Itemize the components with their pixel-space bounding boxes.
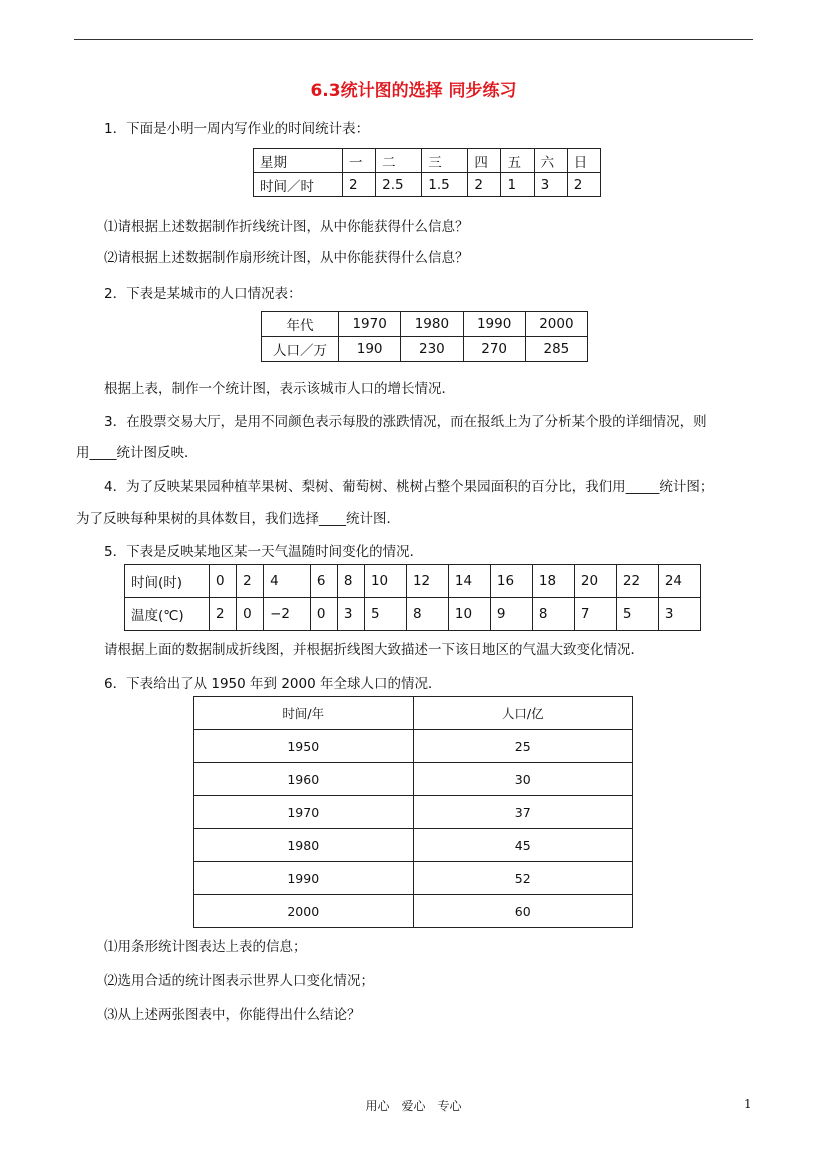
table-cell: 24: [658, 565, 700, 598]
table-row: [194, 697, 633, 730]
table-cell: 1990: [463, 312, 525, 337]
page-title: 6.3统计图的选择 同步练习: [310, 81, 517, 101]
table-cell: 20: [574, 565, 616, 598]
table-cell: 二: [376, 149, 422, 173]
q4-line1: 4．为了反映某果园种植苹果树、梨树、葡萄树、桃树占整个果园面积的百分比，我们用_____统计图；: [104, 479, 714, 495]
q1-intro: 1．下面是小明一周内写作业的时间统计表：: [104, 121, 370, 137]
table-cell: 一: [343, 149, 376, 173]
table-cell: 2000: [525, 312, 587, 337]
table-cell: 2: [210, 598, 237, 631]
table-cell: 日: [567, 149, 600, 173]
table-cell: 2: [237, 565, 264, 598]
table-cell: 37: [413, 796, 633, 829]
table-row: [125, 598, 701, 631]
table-row: [194, 730, 633, 763]
table-cell: 1980: [401, 312, 463, 337]
q5-table: [124, 564, 701, 631]
q1-sub2: ⑵请根据上述数据制作扇形统计图，从中你能获得什么信息？: [104, 250, 469, 266]
q5-note: 请根据上面的数据制成折线图，并根据折线图大致描述一下该日地区的气温大致变化情况．: [104, 642, 644, 658]
table-header-cell: 1950: [194, 730, 414, 763]
q6-sub1: ⑴用条形统计图表达上表的信息；: [104, 939, 307, 955]
table-cell: 6: [310, 565, 337, 598]
table-cell: 四: [468, 149, 501, 173]
table-cell: 人口/亿: [413, 697, 633, 730]
table-cell: 190: [339, 337, 401, 362]
table-header-cell: 时间／时: [254, 173, 343, 197]
table-header-cell: 时间/年: [194, 697, 414, 730]
table-cell: 0: [310, 598, 337, 631]
table-cell: 60: [413, 895, 633, 928]
table-row: [194, 895, 633, 928]
table-header-cell: 人口／万: [262, 337, 339, 362]
q1-table: [253, 148, 601, 197]
table-cell: 12: [406, 565, 448, 598]
header-rule: [74, 39, 753, 40]
table-cell: 16: [490, 565, 532, 598]
table-cell: 10: [364, 565, 406, 598]
table-cell: 3: [337, 598, 364, 631]
table-header-cell: 温度(℃): [125, 598, 210, 631]
q6-sub2: ⑵选用合适的统计图表示世界人口变化情况；: [104, 973, 374, 989]
table-cell: 六: [534, 149, 567, 173]
table-cell: 三: [422, 149, 468, 173]
table-header-cell: 时间(时): [125, 565, 210, 598]
q3-line1: 3．在股票交易大厅，是用不同颜色表示每股的涨跌情况，而在报纸上为了分析某个股的详细情况，则: [104, 414, 707, 430]
q5-intro: 5．下表是反映某地区某一天气温随时间变化的情况．: [104, 544, 424, 560]
table-cell: 45: [413, 829, 633, 862]
table-row: [125, 565, 701, 598]
table-cell: 4: [264, 565, 311, 598]
table-cell: 7: [574, 598, 616, 631]
table-cell: 25: [413, 730, 633, 763]
table-header-cell: 1990: [194, 862, 414, 895]
table-cell: 1.5: [422, 173, 468, 197]
table-cell: 22: [616, 565, 658, 598]
q6-table: [193, 696, 633, 928]
table-cell: 285: [525, 337, 587, 362]
table-cell: 18: [532, 565, 574, 598]
table-row: [194, 796, 633, 829]
q6-intro: 6．下表给出了从 1950 年到 2000 年全球人口的情况．: [104, 676, 442, 692]
table-cell: 30: [413, 763, 633, 796]
table-cell: 五: [501, 149, 534, 173]
q2-table: [261, 311, 588, 362]
table-row: [262, 312, 588, 337]
table-cell: 3: [534, 173, 567, 197]
table-cell: 2: [343, 173, 376, 197]
page-footer: 用心 爱心 专心: [365, 1099, 462, 1113]
table-cell: 2: [567, 173, 600, 197]
table-cell: 8: [532, 598, 574, 631]
table-row: [194, 763, 633, 796]
table-cell: 270: [463, 337, 525, 362]
page-number: 1: [744, 1097, 752, 1111]
q6-sub3: ⑶从上述两张图表中，你能得出什么结论？: [104, 1007, 361, 1023]
table-cell: 9: [490, 598, 532, 631]
table-cell: 10: [448, 598, 490, 631]
table-header-cell: 1980: [194, 829, 414, 862]
table-cell: 1: [501, 173, 534, 197]
table-header-cell: 年代: [262, 312, 339, 337]
table-header-cell: 1960: [194, 763, 414, 796]
table-cell: 2.5: [376, 173, 422, 197]
table-cell: 2: [468, 173, 501, 197]
table-cell: 5: [616, 598, 658, 631]
table-cell: 14: [448, 565, 490, 598]
table-cell: 8: [337, 565, 364, 598]
q2-intro: 2．下表是某城市的人口情况表：: [104, 286, 302, 302]
table-row: [254, 149, 601, 173]
q1-sub1: ⑴请根据上述数据制作折线统计图，从中你能获得什么信息？: [104, 219, 469, 235]
table-header-cell: 1970: [194, 796, 414, 829]
table-cell: 3: [658, 598, 700, 631]
q2-note: 根据上表，制作一个统计图，表示该城市人口的增长情况．: [104, 381, 455, 397]
table-header-cell: 星期: [254, 149, 343, 173]
table-row: [194, 862, 633, 895]
table-cell: 0: [237, 598, 264, 631]
table-cell: 52: [413, 862, 633, 895]
table-cell: 0: [210, 565, 237, 598]
table-header-cell: 2000: [194, 895, 414, 928]
table-row: [254, 173, 601, 197]
q3-line2: 用____统计图反映．: [76, 445, 198, 461]
table-cell: 1970: [339, 312, 401, 337]
table-cell: 5: [364, 598, 406, 631]
table-cell: −2: [264, 598, 311, 631]
table-cell: 230: [401, 337, 463, 362]
table-row: [262, 337, 588, 362]
table-cell: 8: [406, 598, 448, 631]
q4-line2: 为了反映每种果树的具体数目，我们选择____统计图．: [76, 511, 400, 527]
table-row: [194, 829, 633, 862]
